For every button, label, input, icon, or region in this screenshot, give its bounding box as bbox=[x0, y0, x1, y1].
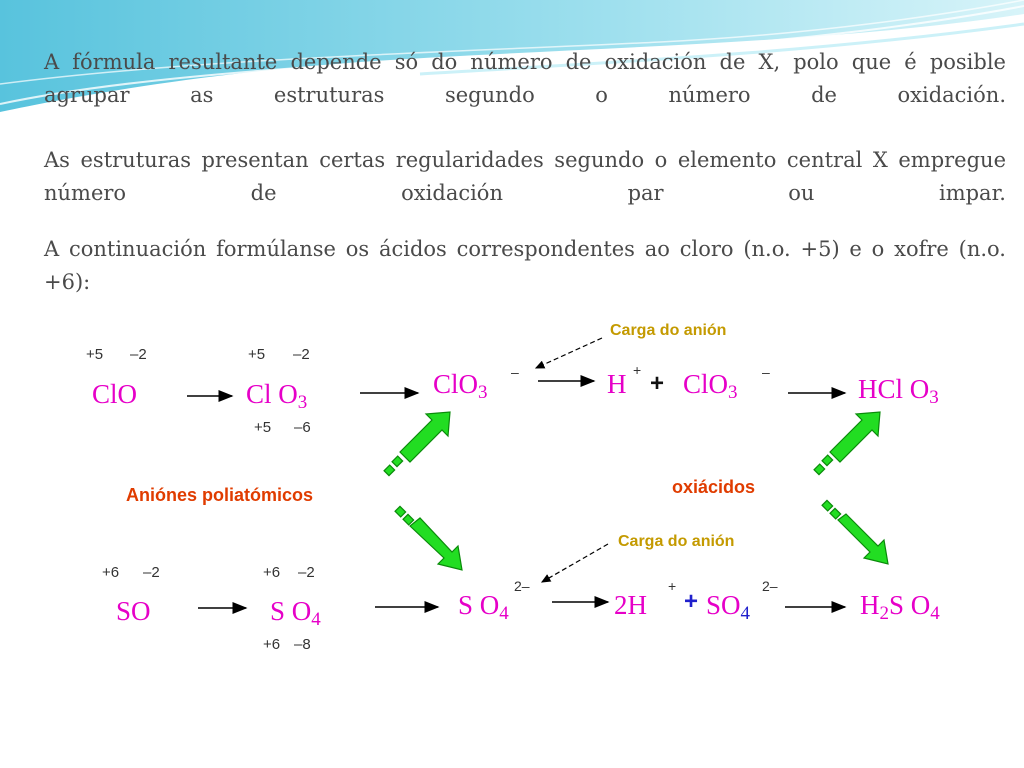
s-oxtotal-s: +6 bbox=[263, 636, 281, 653]
plus-sign-cl: + bbox=[650, 370, 665, 397]
formula-2h: 2H bbox=[614, 590, 647, 620]
formula-so: SO bbox=[116, 596, 151, 626]
green-arrow-down-left bbox=[395, 506, 462, 570]
s-oxnum-s: +6 bbox=[102, 564, 120, 581]
green-arrow-up-left bbox=[384, 412, 450, 476]
cl-oxtotal-o: –6 bbox=[294, 419, 311, 436]
clo3-ion-charge: – bbox=[511, 364, 519, 380]
oxyacids-label: oxiácidos bbox=[672, 477, 756, 497]
s-oxnum-o-2: –2 bbox=[298, 564, 315, 581]
so4-ion-charge: 2– bbox=[514, 578, 530, 594]
intro-paragraph-2: As estruturas presentan certas regularidades segundo o elemento central X empregue número de oxidación par ou impar. bbox=[44, 148, 1006, 205]
cl-oxnum-cl-2: +5 bbox=[248, 346, 266, 363]
formula-so4-ion-2: SO4 bbox=[706, 590, 751, 624]
cl-oxnum-o-2: –2 bbox=[293, 346, 310, 363]
polyatomic-anions-label: Aniónes poliatómicos bbox=[126, 485, 314, 505]
anion-charge-label-top: Carga do anión bbox=[610, 322, 727, 339]
clo3-ion-charge-2: – bbox=[762, 364, 770, 380]
h-charge: + bbox=[633, 362, 642, 378]
2h-charge: + bbox=[668, 578, 677, 594]
formula-cl-o3: Cl O3 bbox=[246, 379, 308, 413]
s-oxtotal-o: –8 bbox=[294, 636, 311, 653]
intro-paragraph-1: A fórmula resultante depende só do número de oxidación de X, polo que é posible agrupar as estruturas segundo o número de oxidación. bbox=[44, 50, 1006, 107]
so4-ion-charge-2: 2– bbox=[762, 578, 778, 594]
dashed-pointer-bottom bbox=[542, 544, 608, 582]
s-oxnum-o: –2 bbox=[143, 564, 160, 581]
formula-clo3-ion: ClO3 bbox=[433, 369, 488, 403]
cl-oxnum-o: –2 bbox=[130, 346, 147, 363]
dashed-pointer-top bbox=[536, 338, 602, 368]
formula-s-o4: S O4 bbox=[270, 596, 321, 630]
formula-h: H bbox=[607, 369, 627, 399]
s-oxnum-s-2: +6 bbox=[263, 564, 281, 581]
anion-charge-label-bottom: Carga do anión bbox=[618, 533, 735, 550]
intro-paragraph-3: A continuación formúlanse os ácidos correspondentes ao cloro (n.o. +5) e o xofre (n.o. +6): bbox=[44, 237, 1006, 294]
formula-h2so4: H2S O4 bbox=[860, 590, 940, 624]
green-arrow-up-right bbox=[814, 412, 880, 475]
formula-so4-ion: S O4 bbox=[458, 590, 509, 624]
formula-clo3-ion-2: ClO3 bbox=[683, 369, 738, 403]
plus-sign-s: + bbox=[684, 588, 699, 615]
formula-hclo3: HCl O3 bbox=[858, 374, 939, 408]
formula-clo: ClO bbox=[92, 379, 138, 409]
cl-oxnum-cl: +5 bbox=[86, 346, 104, 363]
green-arrow-down-right bbox=[822, 500, 888, 564]
cl-oxtotal-cl: +5 bbox=[254, 419, 272, 436]
